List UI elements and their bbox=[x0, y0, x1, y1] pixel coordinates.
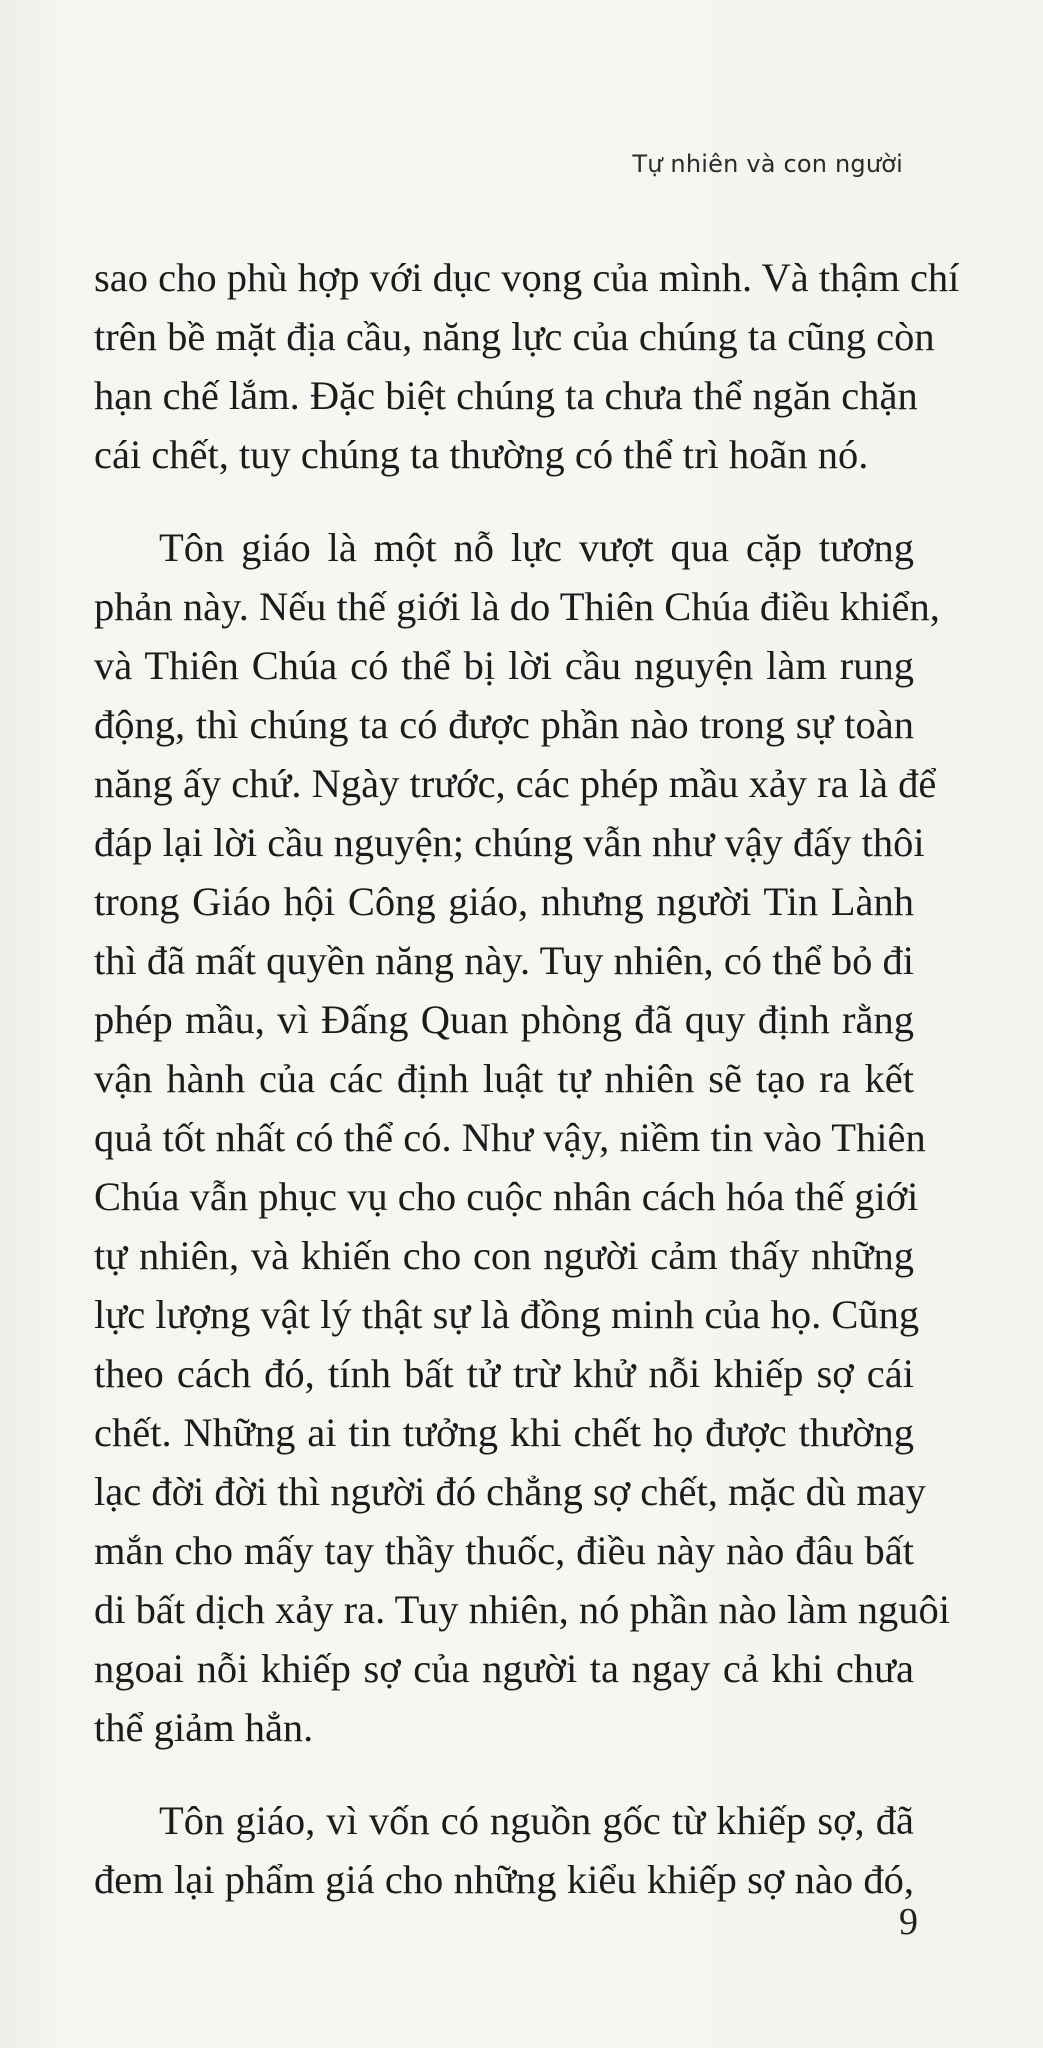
paragraph-3 bbox=[94, 1791, 914, 1909]
text-line: quả tốt nhất có thể có. Như vậy, niềm tin vào Thiên bbox=[94, 1115, 926, 1160]
text-line: sao cho phù hợp với dục vọng của mình. Và thậm chí bbox=[94, 255, 960, 300]
text-line: Tôn giáo là một nỗ lực vượt qua cặp tương bbox=[159, 525, 914, 570]
text-line: đem lại phẩm giá cho những kiểu khiếp sợ nào đó, bbox=[94, 1857, 914, 1902]
text-line: phản này. Nếu thế giới là do Thiên Chúa điều khiển, bbox=[94, 584, 940, 629]
text-line: trên bề mặt địa cầu, năng lực của chúng ta cũng còn bbox=[94, 314, 935, 359]
text-line: thì đã mất quyền năng này. Tuy nhiên, có thể bỏ đi bbox=[94, 938, 914, 983]
text-line: vận hành của các định luật tự nhiên sẽ tạo ra kết bbox=[94, 1056, 914, 1101]
text-line: trong Giáo hội Công giáo, nhưng người Tin Lành bbox=[94, 879, 914, 924]
text-line: hạn chế lắm. Đặc biệt chúng ta chưa thể ngăn chặn bbox=[94, 373, 918, 418]
paragraph-2 bbox=[94, 518, 951, 1757]
text-line: di bất dịch xảy ra. Tuy nhiên, nó phần nào làm nguôi bbox=[94, 1587, 951, 1632]
text-line: thể giảm hẳn. bbox=[94, 1705, 314, 1750]
text-line: Chúa vẫn phục vụ cho cuộc nhân cách hóa thế giới bbox=[94, 1174, 919, 1219]
text-line: phép mầu, vì Đấng Quan phòng đã quy định rằng bbox=[94, 997, 914, 1042]
text-line: lực lượng vật lý thật sự là đồng minh của họ. Cũng bbox=[94, 1292, 920, 1337]
text-line: và Thiên Chúa có thể bị lời cầu nguyện làm rung bbox=[94, 643, 914, 688]
text-line: ngoai nỗi khiếp sợ của người ta ngay cả khi chưa bbox=[94, 1646, 914, 1691]
text-line: cái chết, tuy chúng ta thường có thể trì hoãn nó. bbox=[94, 432, 869, 477]
text-line: mắn cho mấy tay thầy thuốc, điều này nào đâu bất bbox=[94, 1528, 914, 1573]
running-header: Tự nhiên và con người bbox=[632, 150, 903, 178]
text-line: động, thì chúng ta có được phần nào trong sự toàn bbox=[94, 702, 914, 747]
text-line: năng ấy chứ. Ngày trước, các phép mầu xảy ra là để bbox=[94, 761, 937, 806]
body-text bbox=[94, 248, 960, 1943]
page-number: 9 bbox=[899, 1901, 918, 1943]
paragraph-1 bbox=[94, 248, 960, 484]
text-line: Tôn giáo, vì vốn có nguồn gốc từ khiếp sợ, đã bbox=[159, 1798, 914, 1843]
text-line: tự nhiên, và khiến cho con người cảm thấy những bbox=[94, 1233, 914, 1278]
text-line: lạc đời đời thì người đó chẳng sợ chết, mặc dù may bbox=[94, 1469, 926, 1514]
text-line: đáp lại lời cầu nguyện; chúng vẫn như vậy đấy thôi bbox=[94, 820, 925, 865]
text-line: chết. Những ai tin tưởng khi chết họ được thường bbox=[94, 1410, 914, 1455]
text-line: theo cách đó, tính bất tử trừ khử nỗi khiếp sợ cái bbox=[94, 1351, 914, 1396]
